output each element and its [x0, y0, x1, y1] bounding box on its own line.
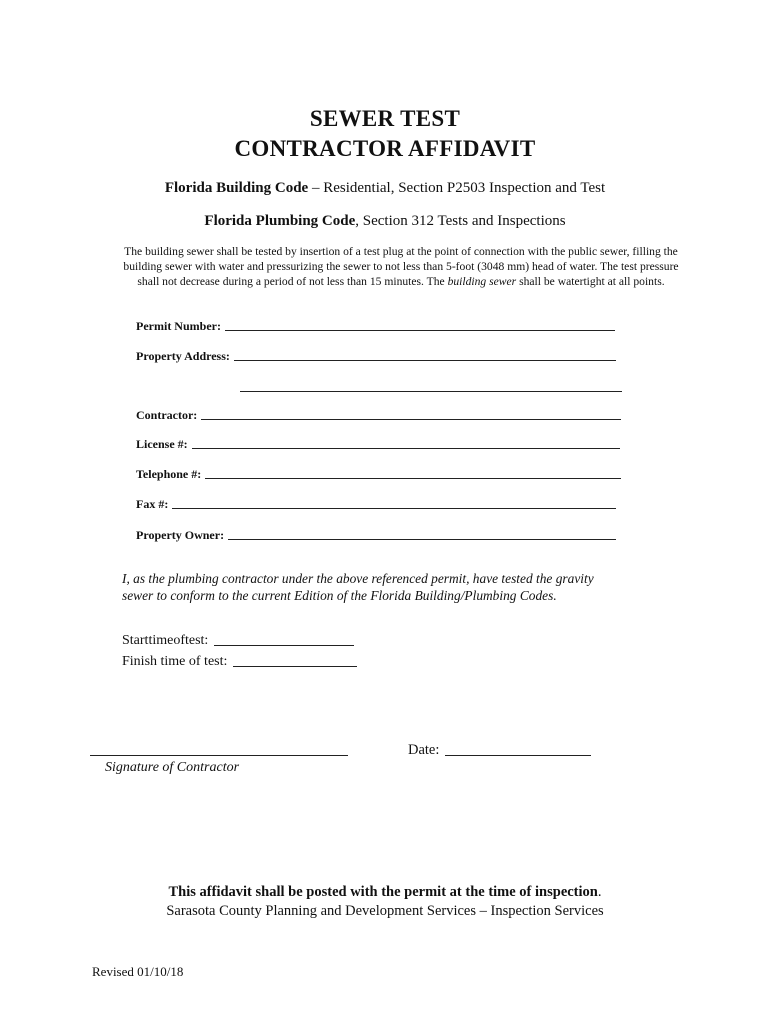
- test-requirements-paragraph: [118, 244, 684, 289]
- posting-notice: [0, 884, 770, 901]
- plumbing-code-name: Florida Plumbing Code: [204, 213, 356, 229]
- contractor-label: Contractor:: [136, 408, 198, 422]
- date-field: [408, 742, 591, 759]
- revision-date: Revised 01/10/18: [92, 964, 184, 979]
- license-label: License #:: [136, 437, 188, 451]
- telephone-label: Telephone #:: [136, 467, 202, 481]
- intro-text-after: shall be watertight at all points.: [516, 275, 665, 288]
- contractor-field: [136, 408, 621, 423]
- permit-number-input-line[interactable]: [225, 329, 615, 331]
- start-time-input-line[interactable]: [214, 644, 354, 646]
- finish-time-label: Finish time of test:: [122, 654, 228, 669]
- property-address-field: [136, 349, 616, 364]
- building-code-reference: [0, 180, 770, 197]
- start-time-field: [122, 633, 354, 649]
- contractor-input-line[interactable]: [201, 418, 621, 420]
- fax-label: Fax #:: [136, 497, 169, 511]
- property-address-input-line[interactable]: [234, 359, 616, 361]
- license-input-line[interactable]: [192, 447, 620, 449]
- permit-number-label: Permit Number:: [136, 319, 221, 333]
- page-title-line-1: SEWER TEST: [309, 106, 461, 131]
- fax-field: [136, 497, 616, 512]
- fax-input-line[interactable]: [172, 507, 616, 509]
- date-label: Date:: [408, 742, 440, 758]
- building-code-detail: – Residential, Section P2503 Inspection and Test: [308, 180, 606, 196]
- plumbing-code-reference: [0, 213, 770, 230]
- permit-number-field: [136, 319, 615, 334]
- posting-notice-period: .: [597, 884, 602, 900]
- property-owner-field: [136, 528, 616, 543]
- posting-notice-text: This affidavit shall be posted with the permit at the time of inspection: [168, 884, 598, 900]
- property-address-second-line[interactable]: [240, 390, 622, 392]
- page-title-line-2: CONTRACTOR AFFIDAVIT: [234, 136, 536, 161]
- signature-label: Signature of Contractor: [105, 760, 240, 775]
- signature-input-line[interactable]: [90, 755, 348, 756]
- intro-text-before: The building sewer shall be tested by insertion of a test plug at the point of connection with the public sewer, filling the building sewer with water and pressurizing the sewer to not less than 5-foot (3048 mm) head of water. The test pressure shall not decrease during a period of not less than 15 minutes. The: [123, 245, 679, 288]
- property-owner-input-line[interactable]: [228, 538, 616, 540]
- property-owner-label: Property Owner:: [136, 528, 225, 542]
- contractor-statement: I, as the plumbing contractor under the above referenced permit, have tested the gravity sewer to conform to the current Edition of the Florida Building/Plumbing Codes.: [122, 571, 594, 603]
- start-time-label: Starttimeoftest:: [122, 633, 209, 648]
- building-code-name: Florida Building Code: [164, 180, 309, 196]
- license-field: [136, 437, 620, 452]
- plumbing-code-detail: , Section 312 Tests and Inspections: [355, 213, 566, 229]
- telephone-input-line[interactable]: [205, 477, 621, 479]
- finish-time-field: [122, 654, 357, 670]
- department-name: Sarasota County Planning and Development Services – Inspection Services: [166, 903, 604, 919]
- finish-time-input-line[interactable]: [233, 665, 357, 667]
- date-input-line[interactable]: [445, 755, 591, 756]
- property-address-label: Property Address:: [136, 349, 230, 363]
- telephone-field: [136, 467, 621, 482]
- intro-emphasis: building sewer: [447, 275, 517, 288]
